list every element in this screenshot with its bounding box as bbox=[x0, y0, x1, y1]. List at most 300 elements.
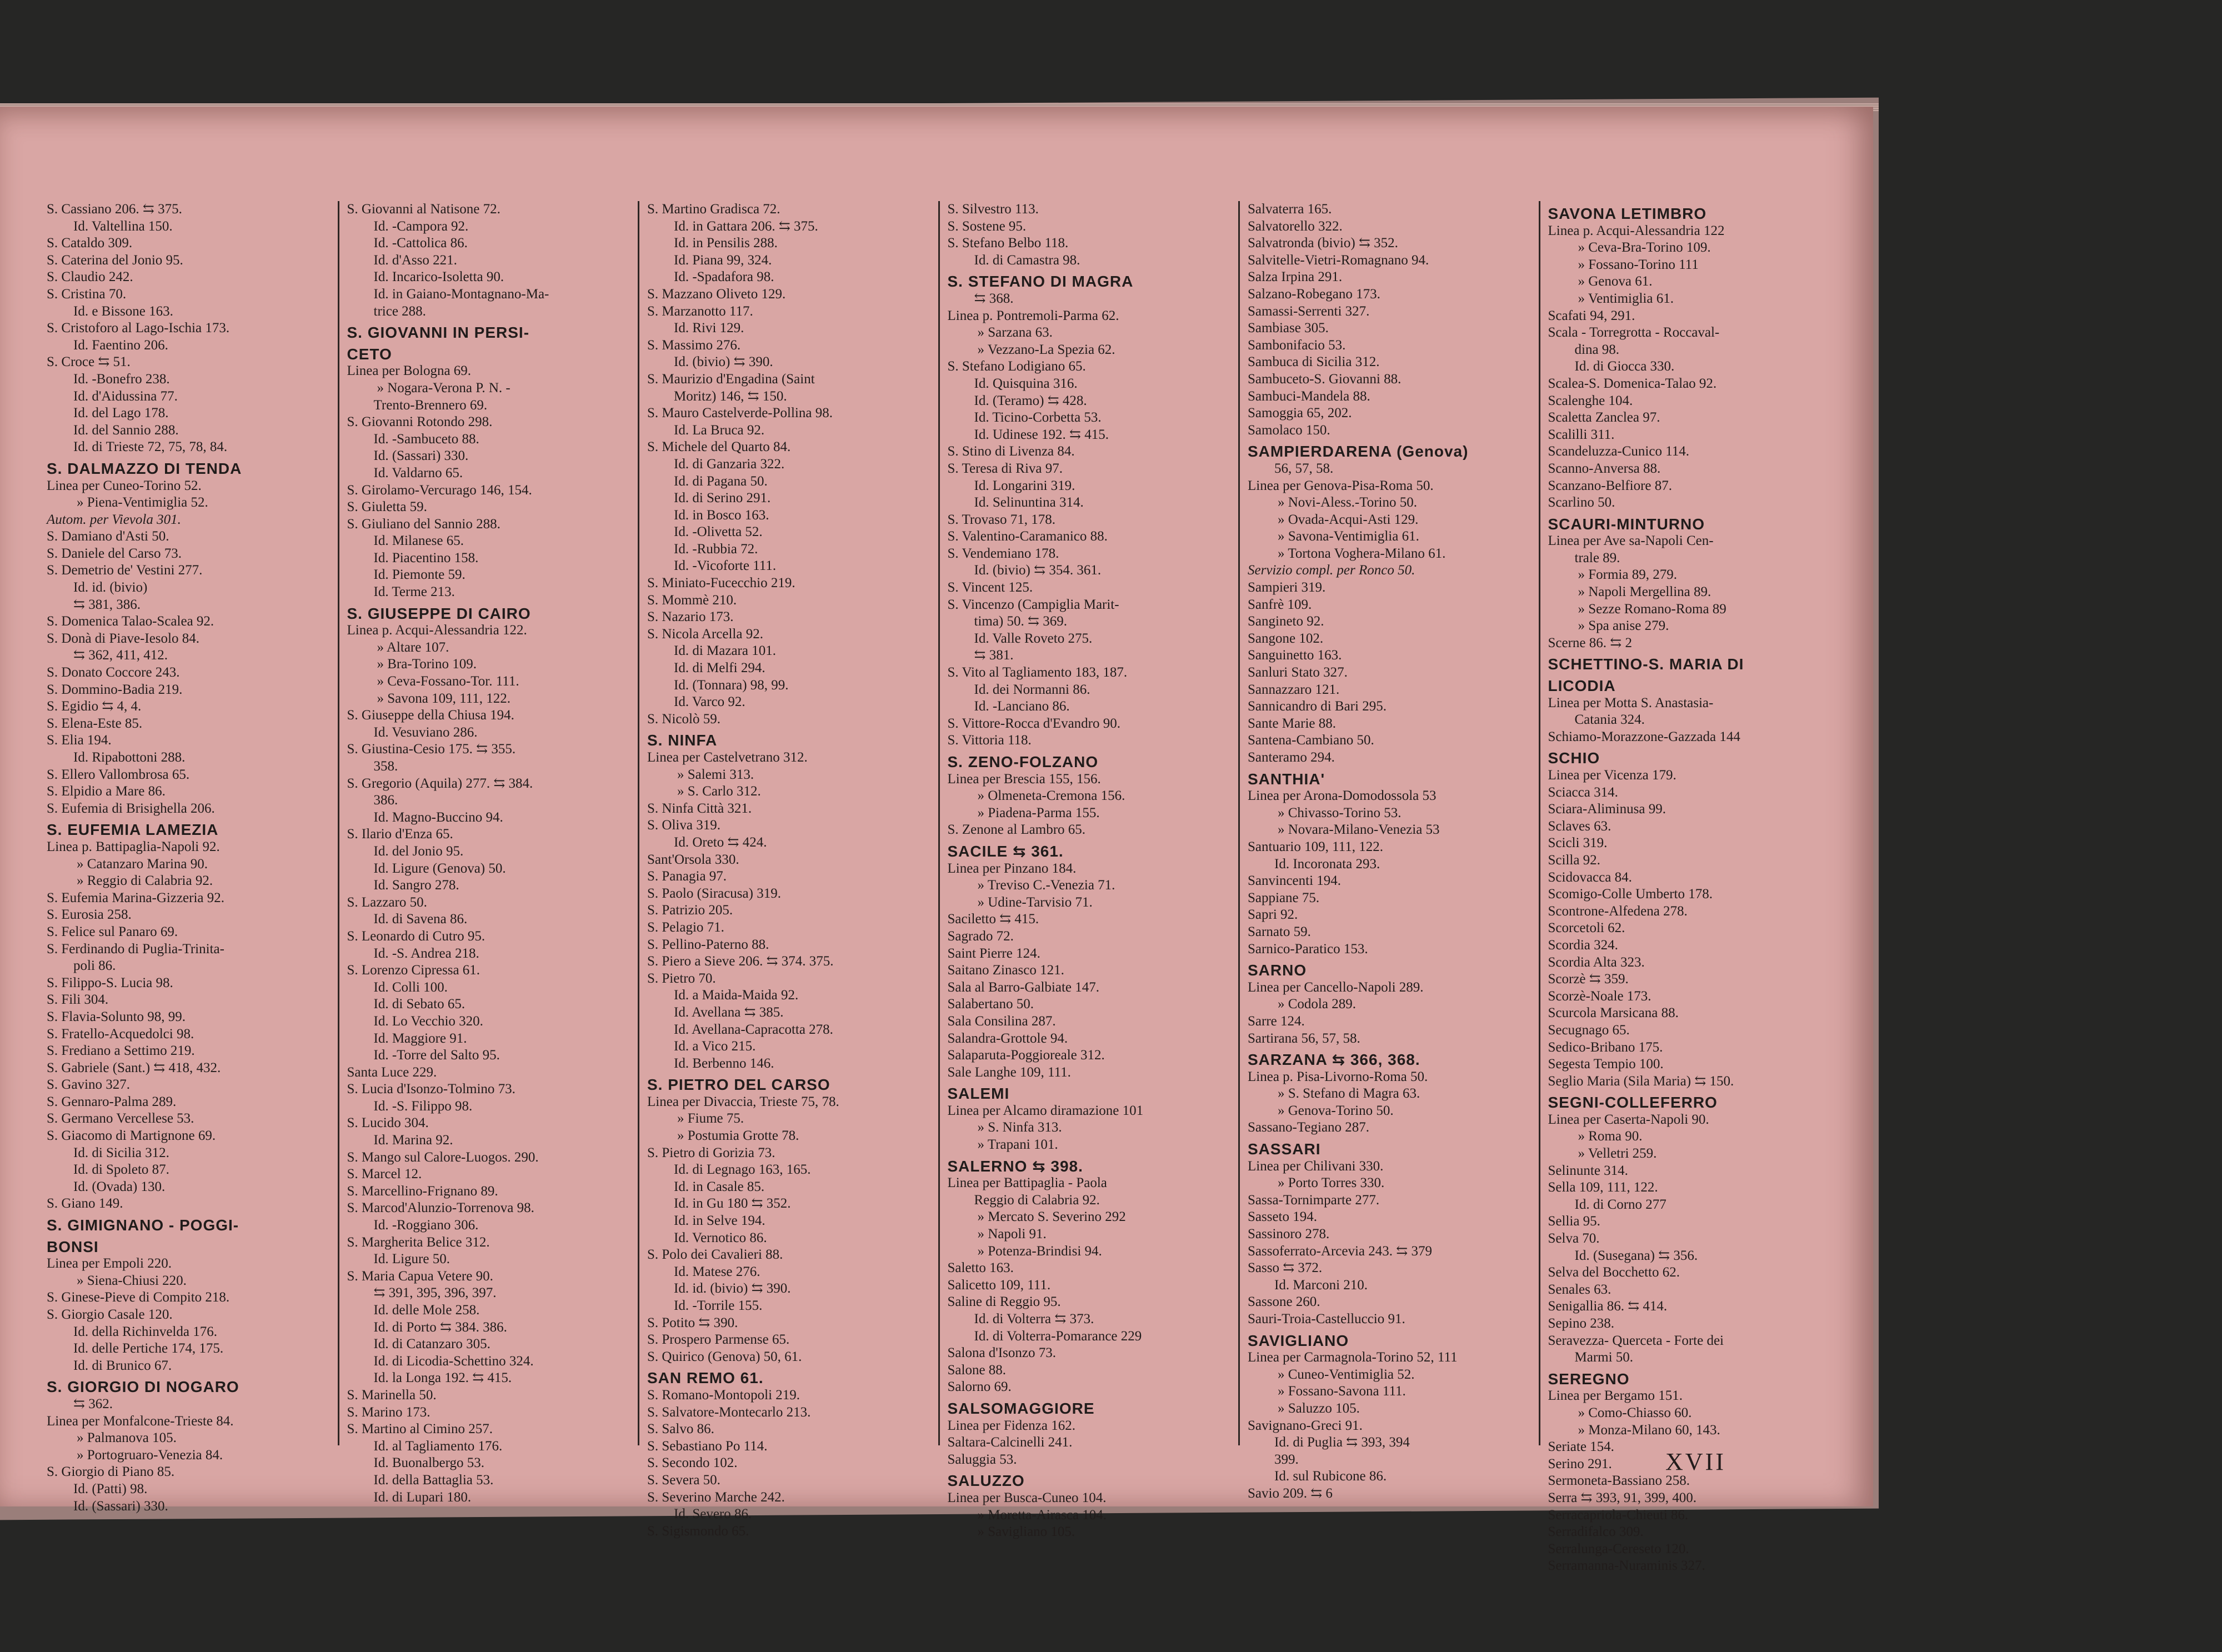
index-entry: S. Frediano a Settimo 219. bbox=[47, 1043, 195, 1059]
index-entry: S. Miniato-Fucecchio 219. bbox=[647, 575, 795, 591]
index-entry: S. Sostene 95. bbox=[947, 218, 1027, 234]
index-entry: S. Mauro Castelverde-Pollina 98. bbox=[647, 406, 833, 421]
index-entry: Id. a Vico 215. bbox=[674, 1039, 756, 1054]
index-entry: Sanluri Stato 327. bbox=[1248, 665, 1348, 680]
index-entry: Id. Valle Roveto 275. bbox=[974, 630, 1093, 646]
index-entry: S. Stino di Livenza 84. bbox=[947, 444, 1075, 459]
index-entry: Scaletta Zanclea 97. bbox=[1548, 410, 1660, 425]
index-entry: » Porto Torres 330. bbox=[1248, 1175, 1531, 1192]
index-entry: Id. del Lago 178. bbox=[73, 406, 169, 421]
index-entry: S. Marcod'Alunzio-Torrenova 98. bbox=[347, 1200, 534, 1216]
index-entry: Id. in Bosco 163. bbox=[674, 507, 769, 523]
index-entry: Samolaco 150. bbox=[1248, 422, 1330, 438]
index-entry: S. Nicola Arcella 92. bbox=[647, 626, 763, 642]
index-entry: Sangineto 92. bbox=[1248, 614, 1324, 629]
index-entry: » Bra-Torino 109. bbox=[347, 656, 630, 673]
index-entry: Id. Colli 100. bbox=[373, 979, 448, 995]
index-entry: 386. bbox=[373, 793, 398, 808]
index-entry: S. Vittore-Rocca d'Evandro 90. bbox=[947, 715, 1120, 731]
index-entry: S. Damiano d'Asti 50. bbox=[47, 529, 169, 544]
index-entry: » Velletri 259. bbox=[1548, 1145, 1831, 1163]
index-entry: Linea per Carmagnola-Torino 52, 111 bbox=[1248, 1350, 1458, 1365]
index-entry: » Sarzana 63. bbox=[948, 324, 1231, 342]
index-entry: Sassone 260. bbox=[1248, 1294, 1320, 1310]
index-entry: Sala al Barro-Galbiate 147. bbox=[947, 979, 1100, 995]
index-entry: Salone 88. bbox=[947, 1362, 1007, 1378]
index-entry: » Ceva-Fossano-Tor. 111. bbox=[347, 673, 630, 690]
index-entry: S. Pietro di Gorizia 73. bbox=[647, 1145, 775, 1160]
index-heading: SALERNO ⇆ 398. bbox=[947, 1157, 1083, 1175]
index-entry: » Saluzzo 105. bbox=[1248, 1400, 1531, 1418]
index-entry: » Udine-Tarvisio 71. bbox=[948, 894, 1231, 912]
index-entry: Id. -Spadafora 98. bbox=[674, 269, 774, 285]
index-entry: Id. Marina 92. bbox=[373, 1133, 453, 1148]
index-entry: 399. bbox=[1274, 1451, 1299, 1467]
index-entry: Id. Valtellina 150. bbox=[73, 218, 173, 234]
index-entry: S. Ginese-Pieve di Compito 218. bbox=[47, 1290, 230, 1305]
index-entry: S. Cataldo 309. bbox=[47, 236, 133, 251]
index-heading: SEREGNO bbox=[1548, 1370, 1630, 1388]
index-entry: S. Giovanni al Natisone 72. bbox=[347, 202, 501, 217]
index-entry: S. Patrizio 205. bbox=[647, 903, 733, 918]
index-entry: Linea per Vicenza 179. bbox=[1548, 768, 1676, 783]
index-entry: S. Silvestro 113. bbox=[947, 202, 1039, 217]
index-entry: » Fiume 75. bbox=[647, 1110, 930, 1128]
index-entry: Scarlino 50. bbox=[1548, 495, 1615, 510]
index-entry: Scalea-S. Domenica-Talao 92. bbox=[1548, 376, 1717, 391]
index-heading: SAN REMO 61. bbox=[647, 1369, 764, 1387]
index-entry: trice 288. bbox=[373, 303, 426, 319]
index-entry: Id. Severo 86. bbox=[674, 1506, 752, 1522]
index-entry: S. Domenica Talao-Scalea 92. bbox=[47, 614, 214, 629]
index-entry: Linea per Bergamo 151. bbox=[1548, 1388, 1683, 1404]
index-heading: S. ZENO-FOLZANO bbox=[947, 753, 1099, 770]
index-entry: Linea per Alcamo diramazione 101 bbox=[947, 1103, 1144, 1118]
index-entry: » Novara-Milano-Venezia 53 bbox=[1248, 822, 1531, 839]
index-entry: Id. Udinese 192. ⇆ 415. bbox=[974, 427, 1109, 442]
index-entry: » Novi-Aless.-Torino 50. bbox=[1248, 494, 1531, 512]
index-entry: Seravezza- Querceta - Forte dei bbox=[1548, 1333, 1724, 1348]
index-entry: Sauri-Troia-Castelluccio 91. bbox=[1248, 1311, 1405, 1326]
index-entry: Linea p. Battipaglia-Napoli 92. bbox=[47, 839, 220, 854]
index-entry: Santeramo 294. bbox=[1248, 750, 1335, 765]
index-entry: Linea per Pinzano 184. bbox=[947, 860, 1077, 876]
index-entry: Santena-Cambiano 50. bbox=[1248, 733, 1374, 748]
index-heading: S. DALMAZZO DI TENDA bbox=[47, 459, 242, 477]
index-entry: Savignano-Greci 91. bbox=[1248, 1418, 1363, 1433]
index-entry: Id. Selinuntina 314. bbox=[974, 495, 1084, 510]
index-entry: Senigallia 86. ⇆ 414. bbox=[1548, 1299, 1668, 1314]
index-entry: Id. d'Asso 221. bbox=[373, 252, 457, 268]
index-entry: Scafati 94, 291. bbox=[1548, 308, 1635, 323]
index-entry: Salvaterra 165. bbox=[1248, 202, 1332, 217]
index-entry: S. Filippo-S. Lucia 98. bbox=[47, 975, 173, 990]
index-heading: SALEMI bbox=[947, 1085, 1010, 1103]
index-entry: S. Gavino 327. bbox=[47, 1077, 130, 1093]
index-entry: S. Piero a Sieve 206. ⇆ 374. 375. bbox=[647, 954, 834, 969]
index-entry: Id. di Licodia-Schettino 324. bbox=[373, 1353, 534, 1369]
index-entry: S. Salvatore-Montecarlo 213. bbox=[647, 1404, 811, 1420]
index-entry: Id. (Sassari) 330. bbox=[73, 1498, 168, 1514]
index-entry: Id. Varco 92. bbox=[674, 694, 745, 710]
index-entry: S. Severa 50. bbox=[647, 1472, 720, 1488]
index-entry: S. Marzanotto 117. bbox=[647, 303, 753, 319]
index-entry: S. Egidio ⇆ 4, 4. bbox=[47, 699, 142, 714]
index-entry: Id. -Vicoforte 111. bbox=[674, 558, 777, 574]
index-entry: Scorzè ⇆ 359. bbox=[1548, 972, 1629, 987]
index-entry: S. Marcel 12. bbox=[347, 1167, 422, 1182]
index-entry: S. Eufemia Marina-Gizzeria 92. bbox=[47, 890, 225, 905]
index-entry: Samassi-Serrenti 327. bbox=[1248, 303, 1370, 319]
index-entry: S. Marino 173. bbox=[347, 1404, 431, 1420]
index-entry: ⇆ 362, 411, 412. bbox=[73, 648, 168, 663]
index-entry: Salza Irpina 291. bbox=[1248, 269, 1343, 285]
index-entry: S. Lucido 304. bbox=[347, 1115, 429, 1131]
index-entry: Sambuceto-S. Giovanni 88. bbox=[1248, 371, 1402, 387]
index-entry: Salona d'Isonzo 73. bbox=[947, 1345, 1056, 1361]
index-entry: Sangone 102. bbox=[1248, 630, 1324, 646]
index-entry: Linea per Battipaglia - Paola bbox=[947, 1175, 1107, 1191]
index-entry: Sasso ⇆ 372. bbox=[1248, 1260, 1323, 1276]
index-entry: » Chivasso-Torino 53. bbox=[1248, 805, 1531, 822]
index-entry: » Altare 107. bbox=[347, 639, 630, 657]
index-entry: Salicetto 109, 111. bbox=[947, 1277, 1051, 1293]
index-entry: Sciacca 314. bbox=[1548, 784, 1618, 800]
index-entry: Seglio Maria (Sila Maria) ⇆ 150. bbox=[1548, 1073, 1734, 1089]
index-entry: Senales 63. bbox=[1548, 1281, 1612, 1297]
index-entry: » Piadena-Parma 155. bbox=[948, 805, 1231, 822]
index-entry: Id. di Sebato 65. bbox=[373, 997, 466, 1012]
index-entry: Sanguinetto 163. bbox=[1248, 648, 1342, 663]
index-entry: S. Vendemiano 178. bbox=[947, 545, 1059, 561]
index-entry: Id. di Volterra ⇆ 373. bbox=[974, 1311, 1094, 1326]
index-entry: Seriate 154. bbox=[1548, 1439, 1614, 1455]
index-entry: Id. del Jonio 95. bbox=[373, 843, 464, 859]
index-entry: Sala Consilina 287. bbox=[947, 1013, 1056, 1029]
index-entry: Id. (bivio) ⇆ 390. bbox=[674, 354, 773, 370]
index-entry: ⇆ 391, 395, 396, 397. bbox=[373, 1285, 497, 1301]
index-entry: Id. delle Pertiche 174, 175. bbox=[73, 1341, 224, 1356]
page-folio: XVII bbox=[1665, 1448, 1726, 1475]
index-entry: » Vezzano-La Spezia 62. bbox=[948, 342, 1231, 359]
index-entry: Id. -Torrile 155. bbox=[674, 1298, 763, 1313]
index-entry: » Sezze Romano-Roma 89 bbox=[1548, 601, 1831, 618]
index-entry: » Tortona Voghera-Milano 61. bbox=[1248, 545, 1531, 563]
index-entry: Segesta Tempio 100. bbox=[1548, 1057, 1664, 1072]
index-entry: » Codola 289. bbox=[1248, 996, 1531, 1013]
index-entry: Id. Oreto ⇆ 424. bbox=[674, 834, 767, 850]
index-entry: Sante Marie 88. bbox=[1248, 715, 1336, 731]
index-entry: S. Germano Vercellese 53. bbox=[47, 1111, 194, 1127]
index-entry: Id. Berbenno 146. bbox=[674, 1055, 774, 1071]
index-entry: Id. di Volterra-Pomarance 229 bbox=[974, 1328, 1142, 1344]
index-entry: » Ventimiglia 61. bbox=[1548, 291, 1831, 308]
index-heading: SAVONA LETIMBRO bbox=[1548, 205, 1707, 222]
index-entry: S. Maurizio d'Engadina (Saint bbox=[647, 371, 815, 387]
index-entry: S. Secondo 102. bbox=[647, 1455, 738, 1471]
index-entry: Id. Avellana ⇆ 385. bbox=[674, 1004, 784, 1020]
index-entry: Id. id. (bivio) bbox=[73, 580, 148, 595]
index-entry: Linea per Empoli 220. bbox=[47, 1256, 172, 1271]
index-entry: Id. (Teramo) ⇆ 428. bbox=[974, 393, 1087, 408]
index-entry: Reggio di Calabria 92. bbox=[974, 1192, 1100, 1208]
index-entry: Id. -S. Andrea 218. bbox=[373, 945, 479, 961]
index-entry: Id. Sangro 278. bbox=[373, 878, 459, 893]
index-entry: S. Lorenzo Cipressa 61. bbox=[347, 963, 481, 978]
index-entry: Sepino 238. bbox=[1548, 1316, 1614, 1331]
index-entry: Id. -Olivetta 52. bbox=[674, 524, 763, 540]
index-entry: trale 89. bbox=[1574, 550, 1620, 565]
index-entry: S. Sebastiano Po 114. bbox=[647, 1438, 768, 1454]
index-entry: Saletto 163. bbox=[947, 1260, 1014, 1276]
index-entry: Sella 109, 111, 122. bbox=[1548, 1180, 1658, 1195]
index-entry: Selva del Bocchetto 62. bbox=[1548, 1265, 1680, 1280]
index-heading: SARNO bbox=[1248, 962, 1307, 979]
index-entry: Id. Matese 276. bbox=[674, 1264, 760, 1279]
index-entry: S. Giuliano del Sannio 288. bbox=[347, 516, 501, 532]
index-entry: Saitano Zinasco 121. bbox=[947, 963, 1064, 978]
index-entry: S. Potito ⇆ 390. bbox=[647, 1315, 738, 1330]
index-entry: S. Sigismondo 65. bbox=[647, 1523, 749, 1539]
index-entry: Id. Milanese 65. bbox=[373, 533, 464, 549]
index-entry: S. Giorgio di Piano 85. bbox=[47, 1464, 175, 1480]
index-entry: Id. -Torre del Salto 95. bbox=[373, 1048, 500, 1063]
index-entry: S. Pellino-Paterno 88. bbox=[647, 937, 769, 952]
index-entry: Id. Ligure (Genova) 50. bbox=[373, 860, 506, 876]
index-entry: S. Prospero Parmense 65. bbox=[647, 1332, 790, 1348]
index-entry: S. Claudio 242. bbox=[47, 269, 133, 285]
index-entry: » Piena-Ventimiglia 52. bbox=[47, 494, 330, 512]
index-entry: Id. Rivi 129. bbox=[674, 321, 744, 336]
index-entry: S. Elpidio a Mare 86. bbox=[47, 784, 166, 799]
index-entry: » Postumia Grotte 78. bbox=[647, 1128, 930, 1145]
index-entry: » Siena-Chiusi 220. bbox=[47, 1273, 330, 1290]
index-entry: Serracapriola-Chieuti 86. bbox=[1548, 1507, 1689, 1523]
index-entry: S. Lucia d'Isonzo-Tolmino 73. bbox=[347, 1082, 516, 1097]
index-entry: S. Giustina-Cesio 175. ⇆ 355. bbox=[347, 742, 516, 757]
index-entry: Linea per Caserta-Napoli 90. bbox=[1548, 1112, 1709, 1127]
index-entry: » Napoli 91. bbox=[948, 1226, 1231, 1243]
index-entry: Sale Langhe 109, 111. bbox=[947, 1064, 1071, 1080]
index-heading: SASSARI bbox=[1248, 1140, 1321, 1158]
index-entry: S. Zenone al Lambro 65. bbox=[947, 822, 1086, 838]
index-entry: Linea per Chilivani 330. bbox=[1248, 1158, 1384, 1174]
index-entry: S. Martino Gradisca 72. bbox=[647, 202, 780, 217]
index-entry: » Ceva-Bra-Torino 109. bbox=[1548, 239, 1831, 257]
index-entry: S. Panagia 97. bbox=[647, 869, 727, 884]
index-entry: Scorzè-Noale 173. bbox=[1548, 988, 1652, 1004]
index-heading: SARZANA ⇆ 366, 368. bbox=[1248, 1051, 1420, 1069]
index-entry: Marmi 50. bbox=[1574, 1350, 1634, 1365]
index-entry: » Como-Chiasso 60. bbox=[1548, 1405, 1831, 1422]
index-entry: Id. dei Normanni 86. bbox=[974, 682, 1090, 697]
index-heading: SCHETTINO-S. MARIA DI bbox=[1548, 655, 1744, 673]
index-entry: Sannicandro di Bari 295. bbox=[1248, 699, 1387, 714]
index-entry: Id. di Savena 86. bbox=[373, 912, 468, 927]
index-entry: S. Valentino-Caramanico 88. bbox=[947, 529, 1108, 544]
index-heading: SACILE ⇆ 361. bbox=[947, 842, 1064, 860]
index-entry: Linea per Genova-Pisa-Roma 50. bbox=[1248, 478, 1434, 493]
index-entry: Linea per Busca-Cuneo 104. bbox=[947, 1490, 1107, 1505]
index-entry: Serra ⇆ 393, 91, 399, 400. bbox=[1548, 1490, 1696, 1505]
index-heading: SAMPIERDARENA (Genova) bbox=[1248, 443, 1469, 460]
index-entry: Id. in Gattara 206. ⇆ 375. bbox=[674, 218, 818, 234]
index-entry: Id. Valdarno 65. bbox=[373, 465, 463, 480]
index-entry: Santa Luce 229. bbox=[347, 1064, 437, 1080]
index-entry: S. Ninfa Città 321. bbox=[647, 800, 752, 816]
index-entry: Sambiase 305. bbox=[1248, 321, 1329, 336]
index-entry: Catania 324. bbox=[1574, 712, 1645, 728]
index-entry: Id. di Puglia ⇆ 393, 394 bbox=[1274, 1435, 1410, 1450]
index-entry: S. Mommè 210. bbox=[647, 592, 737, 608]
index-entry: » Formia 89, 279. bbox=[1548, 567, 1831, 584]
index-entry: Salvatorello 322. bbox=[1248, 218, 1343, 234]
index-entry: » Genova-Torino 50. bbox=[1248, 1103, 1531, 1120]
index-entry: Linea per Cancello-Napoli 289. bbox=[1248, 979, 1424, 995]
index-entry: S. Stefano Lodigiano 65. bbox=[947, 359, 1086, 374]
index-entry: Saline di Reggio 95. bbox=[947, 1294, 1061, 1310]
index-entry: S. Eurosia 258. bbox=[47, 907, 132, 923]
index-entry: Serradifalco 309. bbox=[1548, 1524, 1644, 1540]
index-entry: Sarnico-Paratico 153. bbox=[1248, 941, 1368, 957]
index-entry: » Reggio di Calabria 92. bbox=[47, 873, 330, 890]
index-entry: Scerne 86. ⇆ 2 bbox=[1548, 635, 1632, 650]
index-entry: Id. di Corno 277 bbox=[1574, 1197, 1666, 1212]
index-entry: Salzano-Robegano 173. bbox=[1248, 286, 1380, 302]
index-entry: Id. di Mazara 101. bbox=[674, 643, 776, 659]
index-heading: S. NINFA bbox=[647, 732, 718, 749]
index-entry: Sappiane 75. bbox=[1248, 890, 1320, 905]
index-entry: Linea per Fidenza 162. bbox=[947, 1418, 1075, 1433]
index-entry: Id. Maggiore 91. bbox=[373, 1030, 467, 1046]
index-entry: Id. di Legnago 163, 165. bbox=[674, 1162, 811, 1178]
index-entry: S. Felice sul Panaro 69. bbox=[47, 924, 178, 939]
index-entry: Id. di Lupari 180. bbox=[373, 1489, 472, 1505]
index-entry: S. Gennaro-Palma 289. bbox=[47, 1094, 177, 1109]
index-entry: S. Giovanni Rotondo 298. bbox=[347, 414, 493, 430]
index-entry: Id. di Giocca 330. bbox=[1574, 359, 1675, 374]
index-entry: Id. di Sicilia 312. bbox=[73, 1145, 169, 1160]
index-entry: » Fossano-Torino 111 bbox=[1548, 257, 1831, 274]
index-entry: ⇆ 381, 386. bbox=[73, 597, 141, 612]
index-entry: Scomigo-Colle Umberto 178. bbox=[1548, 887, 1713, 902]
index-entry: S. Cristoforo al Lago-Ischia 173. bbox=[47, 321, 230, 336]
index-entry: Servizio compl. per Ronco 50. bbox=[1248, 563, 1415, 578]
index-entry: Saciletto ⇆ 415. bbox=[947, 912, 1039, 927]
index-heading: S. EUFEMIA LAMEZIA bbox=[47, 821, 219, 839]
index-entry: Id. d'Aidussina 77. bbox=[73, 388, 178, 404]
index-entry: » Genova 61. bbox=[1548, 273, 1831, 291]
index-entry: S. Ellero Vallombrosa 65. bbox=[47, 767, 190, 782]
index-entry: Salvitelle-Vietri-Romagnano 94. bbox=[1248, 252, 1429, 268]
index-entry: Selinunte 314. bbox=[1548, 1163, 1628, 1178]
index-entry: Scalenghe 104. bbox=[1548, 393, 1633, 408]
index-entry: Salabertano 50. bbox=[947, 997, 1034, 1012]
index-heading: BONSI bbox=[47, 1238, 99, 1255]
index-entry: S. Margherita Belice 312. bbox=[347, 1234, 490, 1250]
index-entry: S. Fratello-Acquedolci 98. bbox=[47, 1026, 194, 1042]
index-entry: Id. Ripabottoni 288. bbox=[73, 750, 186, 765]
index-entry: S. Giorgio Casale 120. bbox=[47, 1307, 173, 1322]
index-entry: S. Giano 149. bbox=[47, 1196, 123, 1212]
index-entry: Linea per Ave sa-Napoli Cen- bbox=[1548, 533, 1714, 549]
index-entry: Sanvincenti 194. bbox=[1248, 873, 1342, 889]
index-entry: S. Daniele del Carso 73. bbox=[47, 545, 182, 561]
index-entry: » Trapani 101. bbox=[948, 1137, 1231, 1154]
index-entry: S. Vincenzo (Campiglia Marit- bbox=[947, 597, 1119, 612]
index-entry: Id. di Brunico 67. bbox=[73, 1358, 172, 1373]
index-entry: Linea per Monfalcone-Trieste 84. bbox=[47, 1413, 234, 1429]
index-entry: S. Leonardo di Cutro 95. bbox=[347, 928, 486, 944]
index-heading: S. GIORGIO DI NOGARO bbox=[47, 1378, 239, 1396]
index-entry: Trento-Brennero 69. bbox=[373, 397, 488, 413]
index-entry: Sellia 95. bbox=[1548, 1214, 1600, 1229]
index-entry: S. Cristina 70. bbox=[47, 286, 127, 302]
index-entry: Scalilli 311. bbox=[1548, 427, 1615, 442]
index-entry: Scilla 92. bbox=[1548, 852, 1600, 868]
index-entry: Id. (Tonnara) 98, 99. bbox=[674, 677, 789, 693]
index-entry: Sampieri 319. bbox=[1248, 580, 1326, 595]
index-heading: CETO bbox=[347, 345, 392, 363]
index-entry: S. Stefano Belbo 118. bbox=[947, 236, 1069, 251]
index-column-4 bbox=[940, 201, 1240, 1540]
index-entry: Id. di Trieste 72, 75, 78, 84. bbox=[73, 439, 228, 455]
index-entry: S. Giuletta 59. bbox=[347, 499, 427, 515]
index-entry: » S. Stefano di Magra 63. bbox=[1248, 1085, 1531, 1103]
index-entry: Id. di Pagana 50. bbox=[674, 473, 768, 489]
index-entry: » S. Carlo 312. bbox=[647, 783, 930, 800]
index-entry: Sambonifacio 53. bbox=[1248, 337, 1346, 353]
index-heading: SAVIGLIANO bbox=[1248, 1331, 1349, 1349]
index-entry: S. Gregorio (Aquila) 277. ⇆ 384. bbox=[347, 775, 533, 791]
index-entry: S. Vito al Tagliamento 183, 187. bbox=[947, 665, 1128, 680]
index-entry: Id. in Selve 194. bbox=[674, 1213, 765, 1229]
index-entry: S. Paolo (Siracusa) 319. bbox=[647, 885, 781, 901]
index-entry: Sedico-Bribano 175. bbox=[1548, 1039, 1663, 1055]
index-entry: » Savona-Ventimiglia 61. bbox=[1248, 528, 1531, 545]
index-entry: S. Elena-Este 85. bbox=[47, 715, 143, 731]
index-entry: » Palmanova 105. bbox=[47, 1430, 330, 1447]
index-entry: Sant'Orsola 330. bbox=[647, 852, 739, 867]
index-entry: Autom. per Vievola 301. bbox=[47, 512, 181, 527]
index-entry: S. Trovaso 71, 178. bbox=[947, 512, 1055, 527]
index-entry: Scanzano-Belfiore 87. bbox=[1548, 478, 1673, 493]
index-entry: Linea p. Pontremoli-Parma 62. bbox=[947, 308, 1119, 323]
index-entry: Id. Piana 99, 324. bbox=[674, 252, 772, 268]
index-entry: Id. Lo Vecchio 320. bbox=[373, 1013, 483, 1029]
index-entry: Id. -Roggiano 306. bbox=[373, 1218, 479, 1233]
index-column-3 bbox=[639, 201, 940, 1539]
index-entry: Id. Incoronata 293. bbox=[1274, 856, 1380, 872]
index-entry: Id. Longarini 319. bbox=[974, 478, 1075, 493]
index-entry: Secugnago 65. bbox=[1548, 1022, 1630, 1038]
index-entry: S. Vincent 125. bbox=[947, 580, 1033, 595]
index-entry: » Napoli Mergellina 89. bbox=[1548, 584, 1831, 601]
index-entry: Id. -Bonefro 238. bbox=[73, 371, 170, 387]
index-entry: 56, 57, 58. bbox=[1274, 460, 1334, 476]
index-entry: Id. sul Rubicone 86. bbox=[1274, 1469, 1387, 1484]
index-entry: Scidovacca 84. bbox=[1548, 869, 1632, 885]
index-entry: Id. Piacentino 158. bbox=[373, 550, 479, 565]
index-entry: » Monza-Milano 60, 143. bbox=[1548, 1422, 1831, 1439]
index-heading: S. GIMIGNANO - POGGI- bbox=[47, 1217, 239, 1234]
index-entry: Id. della Battaglia 53. bbox=[373, 1472, 494, 1488]
index-entry: » Savona 109, 111, 122. bbox=[347, 690, 630, 708]
index-entry: Id. -Lanciano 86. bbox=[974, 699, 1070, 714]
index-entry: S. Cassiano 206. ⇆ 375. bbox=[47, 202, 182, 217]
index-entry: Id. in Casale 85. bbox=[674, 1179, 765, 1194]
index-entry: » Moretta-Airasca 104. bbox=[948, 1507, 1231, 1524]
